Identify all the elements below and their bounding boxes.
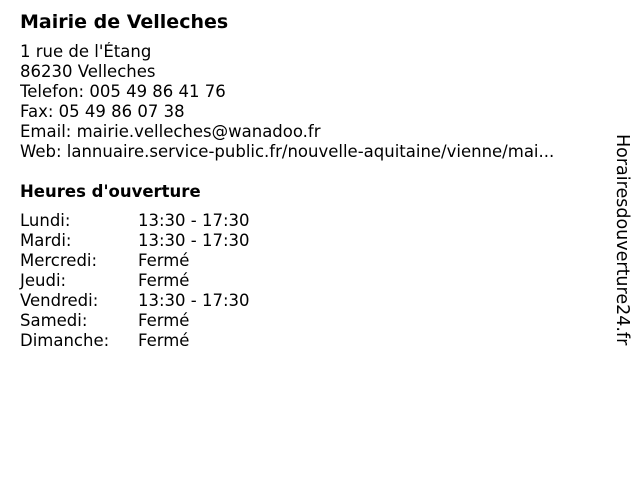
email-line: Email: mairie.velleches@wanadoo.fr: [20, 122, 321, 141]
hours-row-monday: [20, 211, 600, 231]
address-street: 1 rue de l'Étang: [20, 42, 152, 61]
hours-day: Dimanche:: [20, 331, 110, 350]
business-card: [20, 9, 600, 351]
hours-day: Jeudi:: [20, 271, 67, 290]
hours-row-friday: [20, 291, 600, 311]
hours-row-sunday: [20, 331, 600, 351]
hours-time: 13:30 - 17:30: [138, 291, 250, 310]
hours-row-wednesday: [20, 251, 600, 271]
opening-hours-list: [20, 211, 600, 351]
web-line: Web: lannuaire.service-public.fr/nouvelle-aquitaine/vienne/mai...: [20, 142, 555, 161]
hours-row-tuesday: [20, 231, 600, 251]
hours-time: 13:30 - 17:30: [138, 211, 250, 230]
opening-hours-heading: Heures d'ouverture: [20, 182, 201, 201]
hours-time: Fermé: [138, 331, 190, 350]
hours-time: Fermé: [138, 251, 190, 270]
fax-line: Fax: 05 49 86 07 38: [20, 102, 185, 121]
hours-day: Samedi:: [20, 311, 88, 330]
site-brand-vertical: Horairesdouverture24.fr: [612, 134, 632, 346]
hours-day: Vendredi:: [20, 291, 99, 310]
hours-day: Mercredi:: [20, 251, 98, 270]
address-city: 86230 Velleches: [20, 62, 156, 81]
hours-time: Fermé: [138, 311, 190, 330]
hours-time: 13:30 - 17:30: [138, 231, 250, 250]
hours-day: Mardi:: [20, 231, 72, 250]
phone-line: Telefon: 005 49 86 41 76: [20, 82, 226, 101]
business-name: Mairie de Velleches: [20, 11, 229, 33]
hours-day: Lundi:: [20, 211, 71, 230]
hours-row-thursday: [20, 271, 600, 291]
hours-row-saturday: [20, 311, 600, 331]
hours-time: Fermé: [138, 271, 190, 290]
